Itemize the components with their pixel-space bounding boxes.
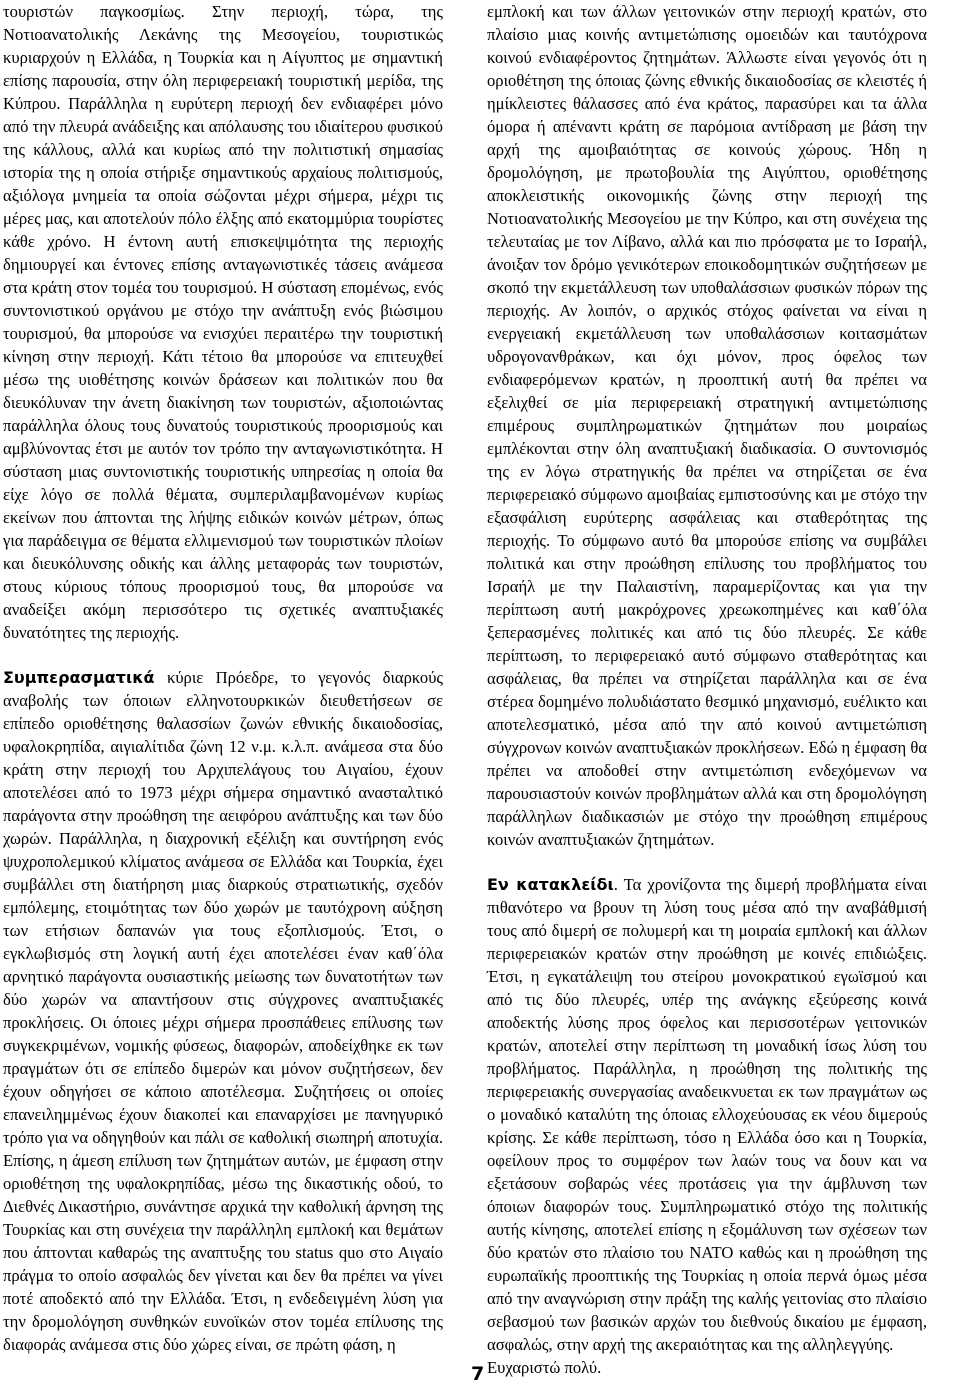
left-paragraph-1: τουριστών παγκοσμίως. Στην περιοχή, τώρα, της Νοτιοανατολικής Λεκάνης της Μεσογείου, τουριστικώς κυριαρχούν η Ελλάδα, η Τουρκία και η Αίγυπτος με σημαντική επίσης παρουσία, στην όλη περιφερειακή τουριστική μερίδα, της Κύπρου. Παράλληλα η ευρύτερη περιοχή δεν ενδιαφέρει μόνο από την πλευρά ανάδειξης και απόλαυσης του ιδιαίτερου φυσικού της κάλλους, αλλά και κυρίως από την πολιτιστική σημασίας ιστορία της η οποία στήριξε σημαντικούς αρχαίους πολιτισμούς, αξιόλογα μνημεία τα οποία σώζονται μέχρι σήμερα, μέχρι τις μέρες μας, και αποτελούν πόλο έλξης από εκατομμύρια τουρίστες κάθε χρόνο. Η έντονη αυτή επισκεψιμότητα της περιοχής δημιουργεί και έντονες επίσης ανταγωνιστικές τάσεις ανάμεσα στα κράτη στον τομέα του τουρισμού. Η σύσταση επομένως, ενός συντονιστικού οργάνου με στόχο την ανάπτυξη ενός βιώσιμου τουρισμού, θα μπορούσε να ενισχύει περαιτέρω την τουριστική κίνηση στην περιοχή. Κάτι τέτοιο θα μπορούσε να επιτευχθεί μέσω της υιοθέτησης κοινών δράσεων και πολιτικών που θα διευκόλυναν την άνετη διακίνηση των τουριστών, αξιοποιώντας παράλληλα όλους τους δυνατούς τουριστικούς προορισμούς και αμβλύνοντας έτσι με αυτόν τον τρόπο την ανταγωνιστικότητα. Η σύσταση μιας συντονιστικής τουριστικής υπηρεσίας η οποία θα είχε λόγο σε πολλά θέματα, συμπεριλαμβανομένων κυρίως εκείνων που άπτονται της λήψης ειδικών κοινών μέτρων, όπως για παράδειγμα σε θέματα ελλιμενισμού των τουριστικών πλοίων και διευκόλυνσης οδικής και άλλης μεταφοράς των τουριστών, στους κύριους τόπους προορισμού τους, θα μπορούσε να αναδείξει ακόμη περισσότερο τις σχετικές αναπτυξιακές δυνατότητες της περιοχής. (3, 2, 443, 642)
left-conclusion-paragraph (3, 666, 443, 1356)
right-paragraph-2: . Τα χρονίζοντα της διμερή προβλήματα είναι πιθανότερο να βρουν τη λύση τους μέσα από την αναβάθμισή τους από διμερή σε πολυμερή και τη μοιραία εμπλοκή και άλλων περιφερειακών κρατών στην προώθηση με κοινές επιδιώξεις. Έτσι, η εγκατάλειψη του στείρου μονοκρατικού εγωϊσμού και από τις δύο πλευρές, υπέρ της ανάγκης εξεύρεσης κοινά αποδεκτής λύσης προς όφελος και περισσοτέρων γειτονικών κρατών, αποτελεί στην περίπτωση τη μοναδική ίσως λύση του προβλήματος. Παράλληλα, η προώθηση της πολιτικής της περιφερειακής συνεργασίας αναδεικνυεται εκ των πραγμάτων ως ο μοναδικό καταλύτη της όποιας ελλοχεύουσας εκ νέου διμερούς κρίσης. Σε κάθε περίπτωση, τόσο η Ελλάδα όσο και η Τουρκία, οφείλουν προς το συμφέρον των λαών τους να δουν και να εξετάσουν σοβαρώς νέες προτάσεις για την άμβλυνση των όποιων διαφορών τους. Συμπληρωματικό στόχο της πολιτικής αυτής κίνησης, αποτελεί επίσης η εξομάλυνση των σχέσεων των δύο κρατών στο πλαίσιο του ΝΑΤΟ καθώς και η προώθηση της ευρωπαϊκής προοπτικής της Τουρκίας η οποία περνά όμως μέσα από την αναγνώριση στην πράξη της καλής γειτονίας στο πλαίσιο σεβασμού των βασικών αρχών του διεθνούς δικαίου με έμφαση, ασφαλώς, στην αρχή της ακεραιότητας και της αλληλεγγύης. (487, 875, 927, 1354)
closing-thanks: Ευχαριστώ πολύ. (487, 1358, 602, 1377)
right-closing-paragraph (487, 873, 927, 1356)
left-column (3, 0, 443, 1356)
closing-heading: Εν κατακλείδι (487, 875, 614, 894)
right-paragraph-1: εμπλοκή και των άλλων γειτονικών στην περιοχή κρατών, στο πλαίσιο μιας κοινής αντιμετώπισης ομοειδών και ταυτόχρονα κοινού ενδιαφέροντος ζητημάτων. Άλλωστε είναι γεγονός ότι η οριοθέτηση της όποιας ζώνης εθνικής δικαιοδοσίας σε κλειστές ή ημίκλειστες θάλασσες από ένα κράτος, παρασύρει και τα άλλα όμορα ή απέναντι κράτη σε παρόμοια αντίδραση με βάση την αρχή της αμοιβαιότητας σε κοινούς χώρους. Ήδη η δρομολόγηση, με πρωτοβουλία της Αιγύπτου, οριοθέτησης αποκλειστικής οικονομικής ζώνης στην περιοχή της Νοτιοανατολικής Μεσογείου με την Κύπρο, και στη συνέχεια της τελευταίας με τον Λίβανο, αλλά και πιο πρόσφατα με το Ισραήλ, άνοιξαν τον δρόμο γενικότερων εποικοδομητικών συζητήσεων με σκοπό την εκμετάλλευση των υποθαλάσσιων φυσικών πόρων της περιοχής. Αν λοιπόν, ο αρχικός στόχος φαίνεται να είναι η ενεργειακή εκμετάλλευση των υποθαλάσσιων κοιτασμάτων υδρογονανθράκων, και όχι μόνον, προς όφελος των ενδιαφερόμενων κρατών, η προοπτική αυτή θα πρέπει να εξελιχθεί σε μία περιφερειακή στρατηγική αντιμετώπισης επιμέρους συμπληρωματικών ζητημάτων που μοιραίως εμπλέκονται στην όλη αναπτυξιακή διαδικασία. Ο συντονισμός της εν λόγω στρατηγικής θα πρέπει να στηρίζεται σε ένα περιφερειακό σύμφωνο αμοιβαίας εμπιστοσύνης και με στόχο την εξασφάλιση ευρύτερης ασφάλειας και σταθερότητας της περιοχής. Το σύμφωνο αυτό θα μπορούσε επίσης να συμβάλει πολιτικά και στην προώθηση επίλυσης του προβλήματος του Ισραήλ με την Παλαιστίνη, παραμερίζοντας και για την περίπτωση αυτή μακρόχρονες χρεωκοπημένες και καθ΄όλα ξεπερασμένες πολιτικές και από τις δύο πλευρές. Σε κάθε περίπτωση, το περιφερειακό αυτό σύμφωνο σταθερότητας και ασφάλειας, θα πρέπει να στηρίζεται παράλληλα και σε ένα στέρεα δομημένο πολυδιάστατο θεσμικό μηχανισμό, ευέλικτο και αποτελεσματικό, μέσα από την από κοινού αντιμετώπιση σύγχρονων κοινών αναπτυξιακών προκλήσεων. Εδώ η έμφαση θα πρέπει να αποδοθεί στην αντιμετώπιση ενδεχόμενων να παρουσιαστούν κοινών προβλημάτων αλλά και στη δρομολόγηση παράλληλων διαδικασιών με στόχο την προώθηση επιμέρους κοινών αναπτυξιακών ζητημάτων. (487, 2, 927, 849)
conclusion-heading: Συμπερασματικά (3, 668, 155, 687)
right-column (487, 0, 927, 1379)
page-number: 7 (471, 1363, 485, 1385)
left-paragraph-2: κύριε Πρόεδρε, το γεγονός διαρκούς αναβολής των όποιων ελληνοτουρκικών διευθετήσεων σε επίπεδο οριοθέτησης θαλασσίων ζωνών εθνικής δικαιοδοσίας, υφαλοκρηπίδα, αιγιαλίτιδα ζώνη 12 ν.μ. κ.λ.π. ανάμεσα στα δύο κράτη στην περιοχή του Αρχιπελάγους του Αιγαίου, έχουν αποτελέσει από το 1973 μέχρι σήμερα σημαντικό ανασταλτικό παράγοντα στην προώθηση τηε αειφόρου ανάπτυξης και των δύο χωρών. Παράλληλα, η διαχρονική εξέλιξη και συντήρηση ενός ψυχροπολεμικού κλίματος ανάμεσα σε Ελλάδα και Τουρκία, έχει συμβάλλει στη διατήρηση μιας διαρκούς στρατιωτικής, σχεδόν εμπόλεμης, ετοιμότητας των δύο χωρών με ταυτόχρονη αύξηση των ετήσιων δαπανών για τους εξοπλισμούς. Έτσι, ο εγκλωβισμός στη λογική αυτή έχει αποτελέσει έναν καθ΄όλα αρνητικό παράγοντα ουσιαστικής μείωσης των δυνατοτήτων των δύο χωρών να απαντήσουν στις σύγχρονες αναπτυξιακές προκλήσεις. Οι όποιες μέχρι σήμερα προσπάθειες επίλυσης των συγκεκριμένων, νομικής φύσεως, διαφορών, αποδείχθηκε εκ των πραγμάτων ότι σε επίπεδο διμερών και μόνον συζητήσεων, δεν έχουν οδηγήσει σε κάποιο αποτέλεσμα. Συζητήσεις οι οποίες επανειλημμένως έχουν διακοπεί και επαναρχίσει με πανηγυρικό τρόπο για να οδηγηθούν και πάλι σε καθολική σιωπηρή αποτυχία. Επίσης, η άμεση επίλυση των ζητημάτων αυτών, με έμφαση στην οριοθέτηση της υφαλοκρηπίδας, μέσω της δικαστικής οδού, το Διεθνές Δικαστήριο, συνάντησε αρχικά την καθολική άρνηση της Τουρκίας και στη συνέχεια την παράλληλη εμπλοκή και θεμάτων που άπτονται καθαρώς της αναπτυξης του status quo στο Αιγαίο πράγμα το οποίο ασφαλώς δεν γίνεται και δεν θα πρέπει να γίνει ποτέ αποδεκτό από την Ελλάδα. Έτσι, η ενδεδειγμένη λύση για την δρομολόγηση συνθηκών ευνοϊκών στον τομέα επίλυσης της διαφοράς ανάμεσα στις δύο χώρες είναι, σε πρώτη φάση, η (3, 668, 443, 1354)
